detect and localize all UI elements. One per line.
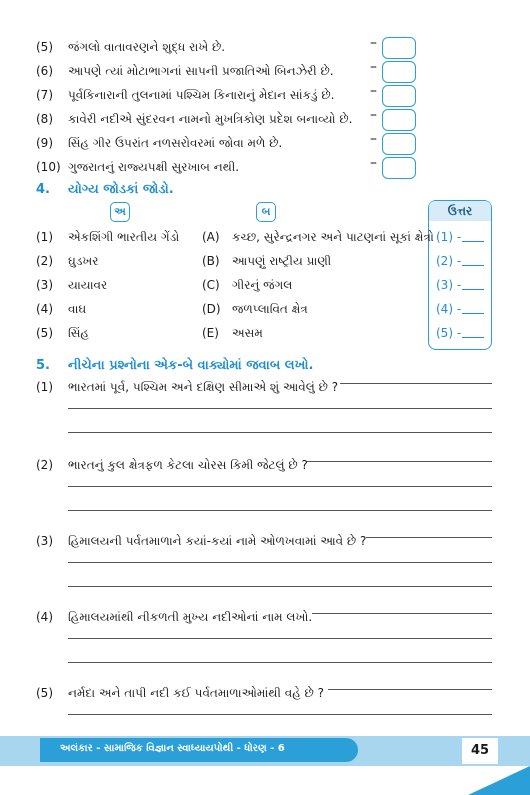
- answer-label: (4) -: [436, 302, 462, 316]
- answer-line[interactable]: [366, 537, 492, 538]
- answer-heading: ઉત્તર: [429, 201, 491, 221]
- answer-line[interactable]: [312, 613, 492, 614]
- question-item: [0, 458, 530, 518]
- true-false-item: [0, 132, 530, 156]
- column-b-item: અસમ: [232, 326, 263, 340]
- answer-line[interactable]: [68, 638, 492, 639]
- answer-line[interactable]: [68, 486, 492, 487]
- true-false-item: [0, 84, 530, 108]
- answer-line[interactable]: [68, 510, 492, 511]
- question-item: [0, 686, 530, 722]
- answer-line[interactable]: [328, 689, 492, 690]
- dash: –: [370, 35, 377, 51]
- question-number: (2): [36, 458, 53, 472]
- question-item: [0, 534, 530, 594]
- item-number: (9): [36, 136, 53, 150]
- answer-box[interactable]: [382, 37, 416, 59]
- answer-line[interactable]: [68, 714, 492, 715]
- item-number: (2): [36, 254, 53, 268]
- section-4-heading: [36, 182, 436, 200]
- column-a-item: યાયાવર: [68, 278, 108, 292]
- match-row: [0, 300, 530, 324]
- column-a-item: ઘુડખર: [68, 254, 99, 268]
- column-b-item: આપણું રાષ્ટ્રીય પ્રાણી: [232, 254, 332, 268]
- column-b-item: ગીરનું જંગલ: [232, 278, 293, 292]
- dash: –: [370, 107, 377, 123]
- statement-text: સિંહ ગીર ઉપરાંત નળસરોવરમાં જોવા મળે છે.: [68, 136, 283, 150]
- question-number: (4): [36, 610, 53, 624]
- statement-text: આપણે ત્યાં મોટાભાગનાં સાપની પ્રજાતિઓ બિનઝેરી છે.: [68, 64, 334, 78]
- answer-line[interactable]: [340, 383, 492, 384]
- section-number: 5.: [36, 358, 50, 373]
- answer-line[interactable]: [306, 461, 492, 462]
- footer-corner-shape: [468, 766, 530, 795]
- statement-text: પૂર્વકિનારાની તુલનામાં પશ્ચિમ કિનારાનું મેદાન સાંકડું છે.: [68, 88, 335, 102]
- column-b-letter: (D): [202, 302, 221, 316]
- answer-label: (5) -: [436, 326, 462, 340]
- statement-text: કાવેરી નદીએ સુંદરવન નામનો મુખત્રિકોણ પ્રદેશ બનાવ્યો છે.: [68, 112, 353, 126]
- section-number: 4.: [36, 182, 50, 197]
- answer-box[interactable]: [382, 109, 416, 131]
- item-number: (1): [36, 230, 53, 244]
- item-number: (5): [36, 40, 53, 54]
- question-text: હિમાલયમાંથી નીકળતી મુખ્ય નદીઓનાં નામ લખો.: [68, 610, 313, 624]
- column-a-label: અ: [110, 202, 130, 222]
- footer-book-title: અલંકાર - સામાજિક વિજ્ઞાન સ્વાધ્યાયપોથી - ધોરણ - 6: [60, 743, 285, 754]
- question-text: નર્મદા અને તાપી નદી કઈ પર્વતમાળાઓમાંથી વહે છે ?: [68, 686, 325, 700]
- true-false-item: [0, 36, 530, 60]
- column-b-letter: (E): [202, 326, 219, 340]
- answer-box[interactable]: [382, 85, 416, 107]
- column-b-letter: (B): [202, 254, 220, 268]
- question-text: ભારતમાં પૂર્વ, પશ્ચિમ અને દક્ષિણ સીમાએ શું આવેલું છે ?: [68, 380, 339, 394]
- item-number: (6): [36, 64, 53, 78]
- answer-line[interactable]: [68, 662, 492, 663]
- question-item: [0, 380, 530, 440]
- column-b-label: બ: [256, 202, 276, 222]
- section-5-heading: [36, 358, 456, 376]
- answer-blank[interactable]: [462, 265, 484, 266]
- statement-text: જંગલો વાતાવરણને શુદ્ધ રાખે છે.: [68, 40, 226, 54]
- item-number: (8): [36, 112, 53, 126]
- answer-line[interactable]: [68, 586, 492, 587]
- answer-label: (1) -: [436, 230, 462, 244]
- answer-blank[interactable]: [462, 241, 484, 242]
- answer-line[interactable]: [68, 408, 492, 409]
- answer-label: (3) -: [436, 278, 462, 292]
- statement-text: ગુજરાતનું રાજ્યપક્ષી સુરખાબ નથી.: [68, 160, 240, 174]
- question-number: (5): [36, 686, 53, 700]
- column-a-item: વાઘ: [68, 302, 87, 316]
- column-a-item: સિંહ: [68, 326, 89, 340]
- item-number: (3): [36, 278, 53, 292]
- dash: –: [370, 131, 377, 147]
- dash: –: [370, 59, 377, 75]
- column-b-item: કચ્છ, સુરેન્દ્રનગર અને પાટણનાં સૂકાં ક્ષેત્રો: [232, 230, 434, 244]
- column-b-item: જળપ્લાવિત ક્ષેત્ર: [232, 302, 308, 316]
- dash: –: [370, 83, 377, 99]
- answer-blank[interactable]: [462, 289, 484, 290]
- page-number: 45: [462, 738, 498, 764]
- question-text: હિમાલયની પર્વતમાળાને કયાં-કયાં નામે ઓળખવામાં આવે છે ?: [68, 534, 367, 548]
- item-number: (7): [36, 88, 53, 102]
- answer-line[interactable]: [68, 432, 492, 433]
- item-number: (5): [36, 326, 53, 340]
- true-false-item: [0, 108, 530, 132]
- answer-line[interactable]: [68, 562, 492, 563]
- item-number: (10): [36, 160, 61, 174]
- column-a-item: એકશિંગી ભારતીય ગેંડો: [68, 230, 180, 244]
- question-number: (3): [36, 534, 53, 548]
- answer-box[interactable]: [382, 133, 416, 155]
- match-row: [0, 324, 530, 348]
- column-b-letter: (A): [202, 230, 220, 244]
- answer-blank[interactable]: [462, 313, 484, 314]
- question-text: ભારતનું કુલ ક્ષેત્રફળ કેટલા ચોરસ કિમી જેટલું છે ?: [68, 458, 308, 472]
- answer-box[interactable]: [382, 61, 416, 83]
- question-item: [0, 610, 530, 670]
- dash: –: [370, 155, 377, 171]
- section-title: નીચેના પ્રશ્નોના એક-બે વાક્યોમાં જવાબ લખો.: [68, 358, 314, 373]
- match-row: [0, 228, 530, 252]
- true-false-item: [0, 60, 530, 84]
- answer-label: (2) -: [436, 254, 462, 268]
- column-b-letter: (C): [202, 278, 220, 292]
- match-row: [0, 276, 530, 300]
- answer-blank[interactable]: [462, 337, 484, 338]
- answer-box[interactable]: [382, 157, 416, 179]
- question-number: (1): [36, 380, 53, 394]
- match-row: [0, 252, 530, 276]
- section-title: યોગ્ય જોડકાં જોડો.: [68, 182, 174, 197]
- item-number: (4): [36, 302, 53, 316]
- true-false-item: [0, 156, 530, 180]
